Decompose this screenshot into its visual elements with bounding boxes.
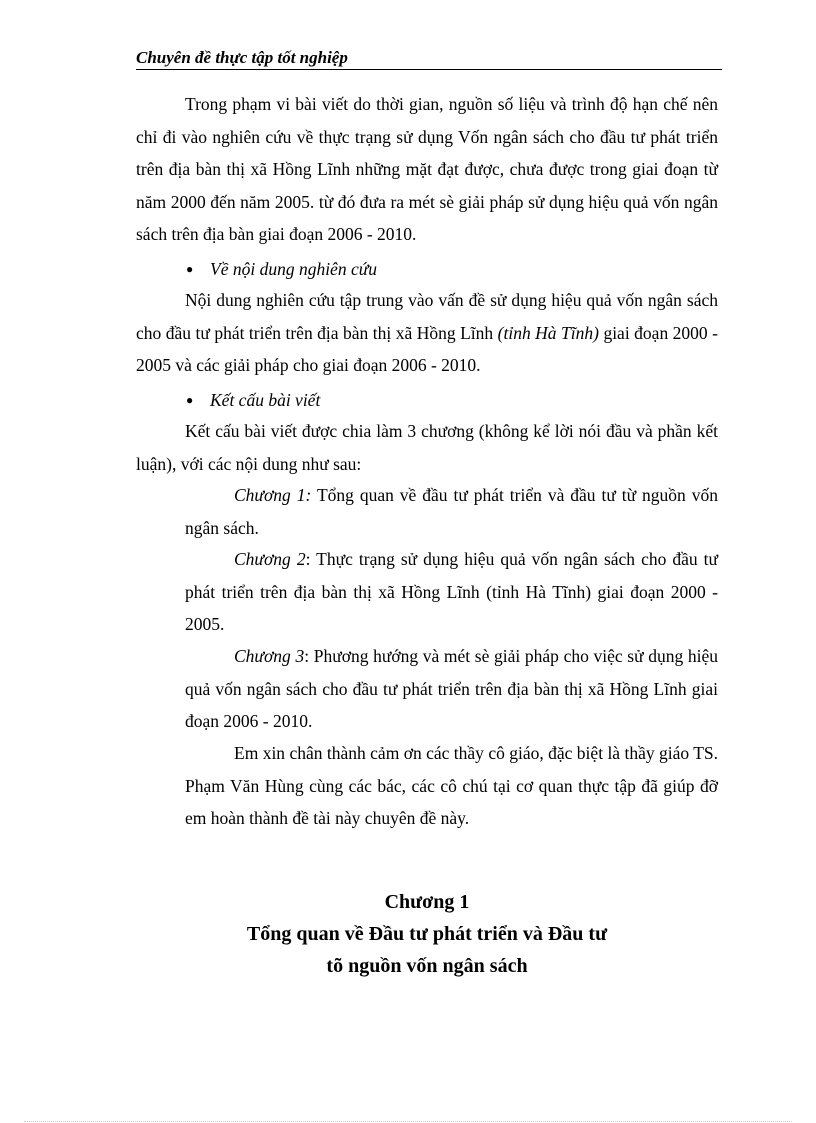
chapter-2-label: Chương 2: [234, 549, 306, 569]
bullet-icon: ●: [186, 262, 194, 276]
page-header: [136, 47, 722, 70]
chapter-2-item: [185, 543, 718, 641]
bullet-content: [186, 256, 377, 282]
chapter-1-text: Tổng quan về đầu tư phát triển và đầu tư từ nguồn vốn ngân sách.: [185, 485, 718, 538]
chapter-1-item: [185, 479, 718, 544]
chapter-1-label: Chương 1:: [234, 485, 312, 505]
header-title: Chuyên đề thực tập tốt nghiệp: [136, 48, 348, 67]
chapter-heading-number: Chương 1: [384, 891, 470, 913]
content-paragraph-italic: (tỉnh Hà Tĩnh): [497, 322, 599, 343]
chapter-heading-title-line1: Tổng quan về Đầu tư phát triển và Đầu tư: [246, 923, 608, 945]
thanks-paragraph: Em xin chân thành cảm ơn các thầy cô giáo, đặc biệt là thầy giáo TS. Phạm Văn Hùng cùng các bác, các cô chú tại cơ quan thực tập đã giúp đỡ em hoàn thành đề tài này chuyên đề này.: [185, 743, 718, 828]
bullet-structure-label: Kết cấu bài viết: [210, 390, 321, 410]
chapter-3-label: Chương 3: [234, 646, 305, 666]
bullet-structure: [186, 387, 320, 413]
page-bottom-divider: [24, 1121, 792, 1122]
structure-paragraph: Kết cấu bài viết được chia làm 3 chương (không kể lời nói đầu và phần kết luận), với các nội dung như sau:: [136, 421, 718, 474]
content-paragraph: [136, 284, 718, 382]
chapter-2-text: : Thực trạng sử dụng hiệu quả vốn ngân sách cho đầu tư phát triển trên địa bàn thị xã Hồng Lĩnh (tỉnh Hà Tĩnh) giai đoạn 2000 - 2005.: [185, 549, 718, 634]
chapter-heading-title-line2: tõ nguồn vốn ngân sách: [326, 955, 528, 977]
bullet-content-label: Về nội dung nghiên cứu: [210, 259, 378, 279]
intro-paragraph: Trong phạm vi bài viết do thời gian, nguồn số liệu và trình độ hạn chế nên chỉ đi vào nghiên cứu về thực trạng sử dụng Vốn ngân sách cho đầu tư phát triển trên địa bàn thị xã Hồng Lĩnh những mặt đạt được, chưa được trong giai đoạn từ năm 2000 đến năm 2005. từ đó đưa ra mét sè giải pháp sử dụng hiệu quả vốn ngân sách trên địa bàn giai đoạn 2006 - 2010.: [136, 94, 718, 244]
content-paragraph-start: Nội dung nghiên cứu tập trung vào vấn đề sử dụng hiệu quả vốn ngân sách cho đầu tư phát triển trên địa bàn thị xã Hồng Lĩnh: [136, 290, 718, 343]
chapter-3-item: [185, 640, 718, 738]
content-paragraph-end: giai đoạn 2000 - 2005 và các giải pháp cho giai đoạn 2006 - 2010.: [136, 322, 718, 375]
bullet-icon: ●: [186, 393, 194, 407]
chapter-3-text: : Phương hướng và mét sè giải pháp cho việc sử dụng hiệu quả vốn ngân sách cho đầu tư phát triển trên địa bàn thị xã Hồng Lĩnh giai đoạn 2006 - 2010.: [185, 646, 718, 731]
